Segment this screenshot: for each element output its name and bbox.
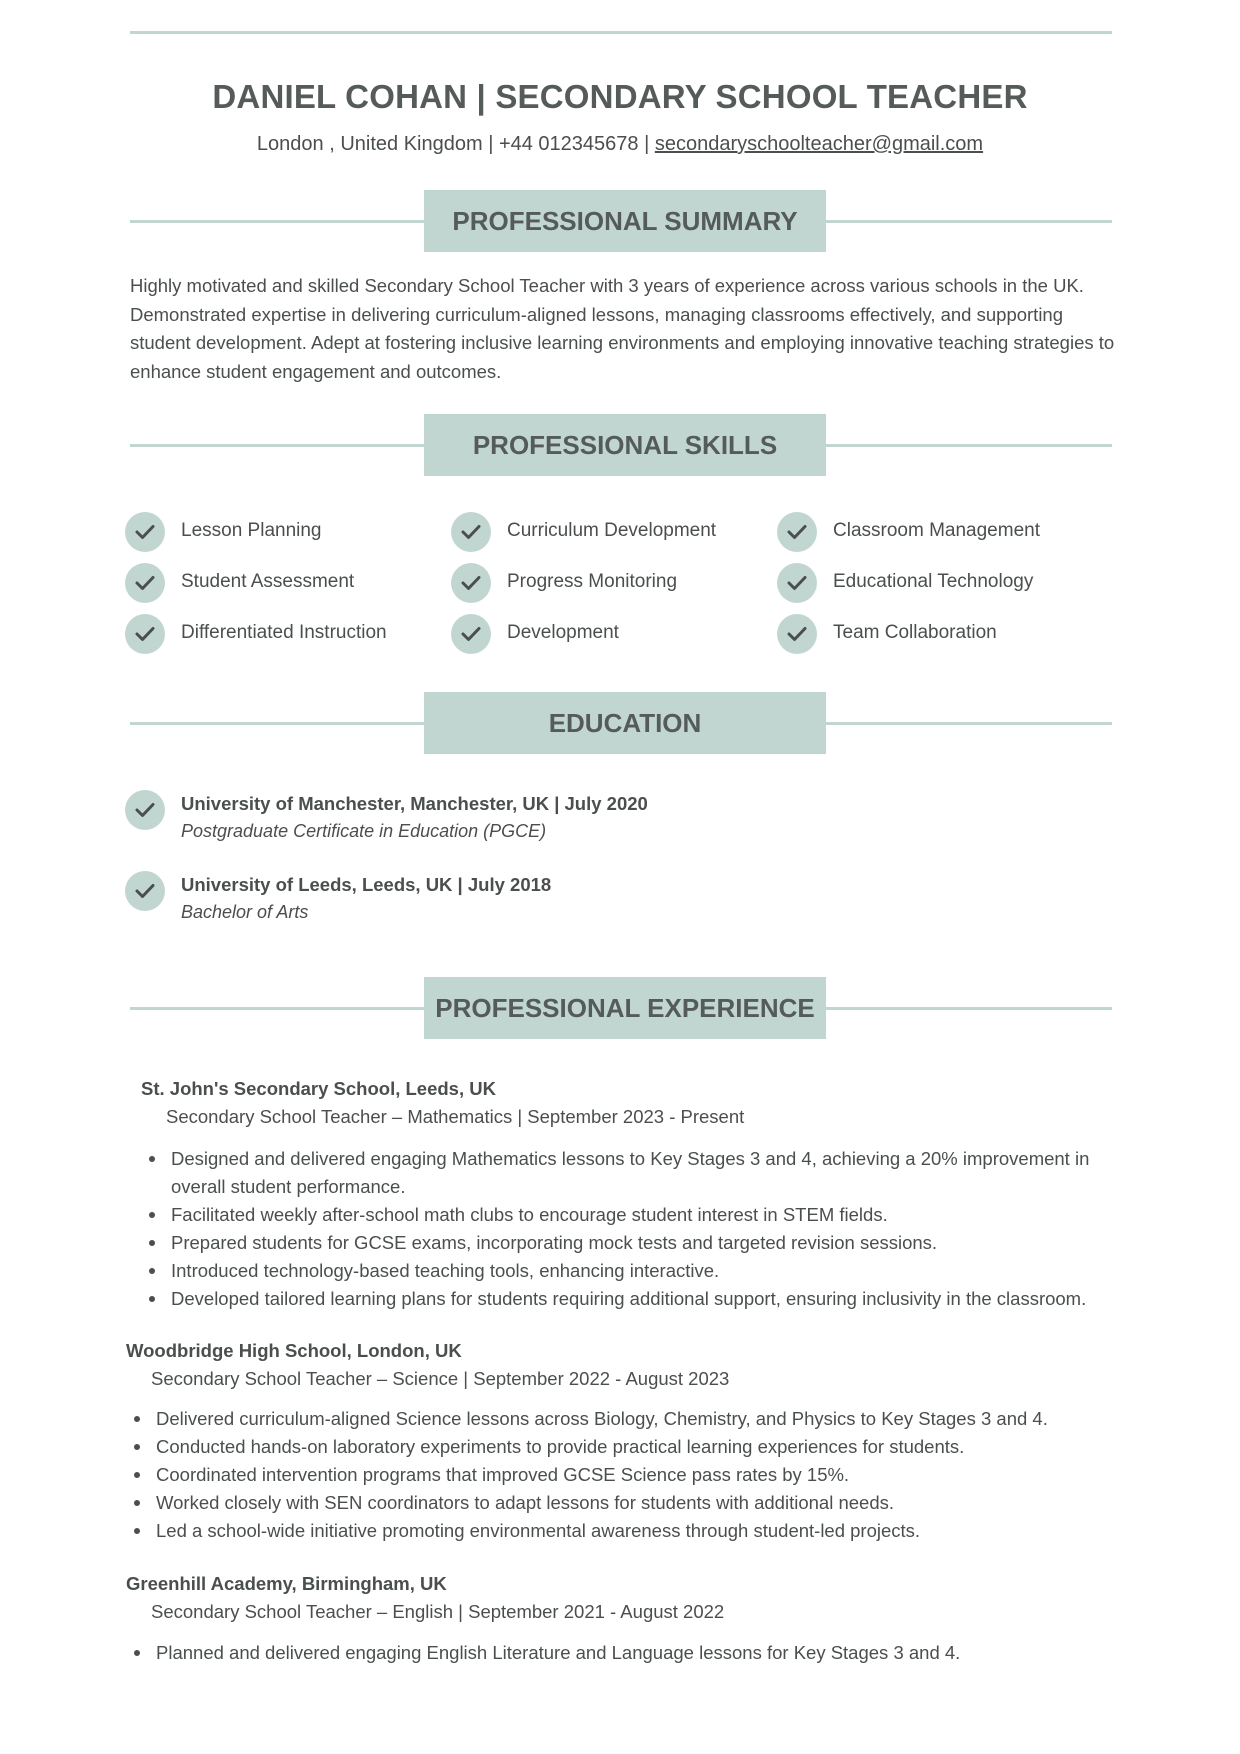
list-item: Planned and delivered engaging English Literature and Language lessons for Key Stages 3 and 4.: [156, 1639, 1106, 1667]
check-icon: [125, 614, 165, 654]
skill-item: Team Collaboration: [833, 622, 997, 643]
check-icon: [125, 871, 165, 911]
job-bullets: [156, 1639, 1106, 1667]
list-item: Coordinated intervention programs that improved GCSE Science pass rates by 15%.: [156, 1461, 1106, 1489]
skills-heading: PROFESSIONAL SKILLS: [424, 414, 826, 476]
list-item: Conducted hands-on laboratory experiments to provide practical learning experiences for students.: [156, 1433, 1106, 1461]
education-school: University of Leeds, Leeds, UK | July 2018: [181, 874, 552, 895]
summary-heading: PROFESSIONAL SUMMARY: [424, 190, 826, 252]
experience-heading: PROFESSIONAL EXPERIENCE: [424, 977, 826, 1039]
list-item: Designed and delivered engaging Mathematics lessons to Key Stages 3 and 4, achieving a 20% improvement in overall student performance.: [171, 1145, 1101, 1201]
job-role: Secondary School Teacher – Science | September 2022 - August 2023: [151, 1368, 730, 1389]
skills-section-header: [130, 414, 1112, 476]
check-icon: [125, 563, 165, 603]
check-icon: [451, 614, 491, 654]
job-role: Secondary School Teacher – Mathematics | September 2023 - Present: [166, 1106, 745, 1127]
job-bullets: [156, 1405, 1106, 1545]
skill-item: Curriculum Development: [507, 520, 717, 541]
list-item: Facilitated weekly after-school math clubs to encourage student interest in STEM fields.: [171, 1201, 1101, 1229]
summary-text: Highly motivated and skilled Secondary School Teacher with 3 years of experience across various schools in the UK. Demonstrated expertise in delivering curriculum-aligned lessons, managing classrooms effectively, and supporting student development. Adept at fostering inclusive learning environments and employing innovative teaching strategies to enhance student engagement and outcomes.: [130, 275, 1115, 382]
contact-line: [0, 133, 1240, 156]
list-item: Introduced technology-based teaching tools, enhancing interactive.: [171, 1257, 1101, 1285]
skill-item: Educational Technology: [833, 571, 1034, 592]
education-degree: Bachelor of Arts: [181, 902, 309, 922]
job-company: Woodbridge High School, London, UK: [126, 1340, 462, 1361]
check-icon: [451, 563, 491, 603]
education-heading: EDUCATION: [424, 692, 826, 754]
check-icon: [777, 512, 817, 552]
education-school: University of Manchester, Manchester, UK | July 2020: [181, 793, 648, 814]
list-item: Developed tailored learning plans for students requiring additional support, ensuring inclusivity in the classroom.: [171, 1285, 1101, 1313]
job-company: St. John's Secondary School, Leeds, UK: [141, 1078, 496, 1099]
check-icon: [451, 512, 491, 552]
job-company: Greenhill Academy, Birmingham, UK: [126, 1573, 447, 1594]
skill-item: Differentiated Instruction: [181, 622, 387, 643]
list-item: Delivered curriculum-aligned Science lessons across Biology, Chemistry, and Physics to Key Stages 3 and 4.: [156, 1405, 1106, 1433]
education-section-header: [130, 692, 1112, 754]
skill-item: Development: [507, 622, 619, 643]
check-icon: [125, 790, 165, 830]
summary-section-header: [130, 190, 1112, 252]
list-item: Led a school-wide initiative promoting environmental awareness through student-led projects.: [156, 1517, 1106, 1545]
list-item: Worked closely with SEN coordinators to adapt lessons for students with additional needs.: [156, 1489, 1106, 1517]
job-bullets: [171, 1145, 1101, 1313]
skill-item: Progress Monitoring: [507, 571, 678, 592]
check-icon: [777, 614, 817, 654]
education-degree: Postgraduate Certificate in Education (PGCE): [181, 821, 547, 841]
skill-item: Lesson Planning: [181, 520, 322, 541]
list-item: Prepared students for GCSE exams, incorporating mock tests and targeted revision sessions.: [171, 1229, 1101, 1257]
email-link[interactable]: secondaryschoolteacher@gmail.com: [654, 133, 984, 155]
experience-section-header: [130, 977, 1112, 1039]
job-role: Secondary School Teacher – English | September 2021 - August 2022: [151, 1601, 725, 1622]
top-divider: [130, 31, 1112, 34]
location-phone: London , United Kingdom | +44 012345678 |: [256, 133, 655, 155]
check-icon: [777, 563, 817, 603]
check-icon: [125, 512, 165, 552]
skill-item: Classroom Management: [833, 520, 1040, 541]
name-title: DANIEL COHAN | SECONDARY SCHOOL TEACHER: [212, 78, 1028, 115]
skill-item: Student Assessment: [181, 571, 355, 592]
